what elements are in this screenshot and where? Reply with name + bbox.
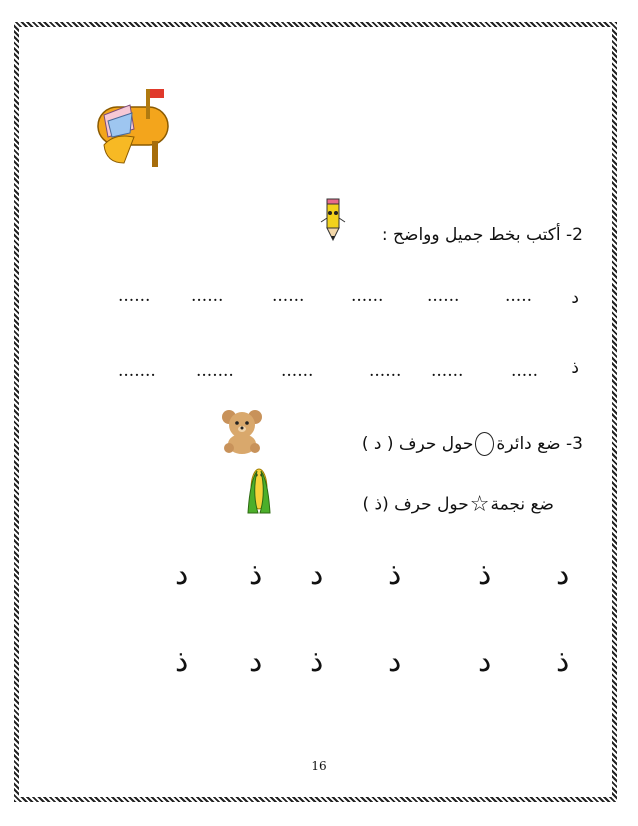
writing-blank: ...... bbox=[427, 286, 460, 306]
exercise3-line2 bbox=[363, 492, 554, 517]
row1-letter: د bbox=[571, 288, 579, 308]
writing-blank: ....... bbox=[118, 361, 156, 381]
letter-cell: ذ bbox=[478, 557, 492, 592]
letter-cell: د bbox=[388, 644, 402, 679]
teddy-bear-icon bbox=[220, 408, 264, 454]
row2-letter: ذ bbox=[571, 358, 579, 378]
writing-blank: ...... bbox=[281, 361, 314, 381]
letter-cell: د bbox=[175, 557, 189, 592]
writing-blank: ...... bbox=[431, 361, 464, 381]
writing-blank: ...... bbox=[351, 286, 384, 306]
writing-blank: ...... bbox=[272, 286, 305, 306]
mailbox-icon bbox=[94, 85, 184, 171]
letter-cell: د bbox=[249, 644, 263, 679]
pencil-icon bbox=[318, 196, 348, 244]
line1-text-end: حول حرف ( د ) bbox=[361, 434, 474, 454]
letter-cell: د bbox=[478, 644, 492, 679]
circle-icon bbox=[475, 432, 494, 456]
exercise2-instruction: 2- أكتب بخط جميل وواضح : bbox=[381, 225, 583, 245]
writing-blank: ...... bbox=[118, 286, 151, 306]
writing-blank: ..... bbox=[505, 286, 533, 306]
corn-icon bbox=[246, 461, 272, 517]
star-icon: ☆ bbox=[469, 492, 490, 517]
page-number: 16 bbox=[311, 759, 327, 773]
letter-cell: ذ bbox=[249, 557, 263, 592]
writing-blank: ....... bbox=[196, 361, 234, 381]
line1-text-start: 3- ضع دائرة bbox=[496, 434, 583, 454]
letter-cell: ذ bbox=[310, 644, 324, 679]
line2-text-start: ضع نجمة bbox=[490, 494, 554, 515]
letter-cell: ذ bbox=[388, 557, 402, 592]
exercise3-line1 bbox=[362, 432, 583, 456]
letter-cell: د bbox=[556, 557, 570, 592]
line2-text-end: حول حرف (ذ ) bbox=[362, 494, 469, 515]
letter-cell: د bbox=[310, 557, 324, 592]
letter-cell: ذ bbox=[175, 644, 189, 679]
writing-blank: ...... bbox=[369, 361, 402, 381]
writing-blank: ..... bbox=[511, 361, 539, 381]
letter-cell: ذ bbox=[556, 644, 570, 679]
writing-blank: ...... bbox=[191, 286, 224, 306]
